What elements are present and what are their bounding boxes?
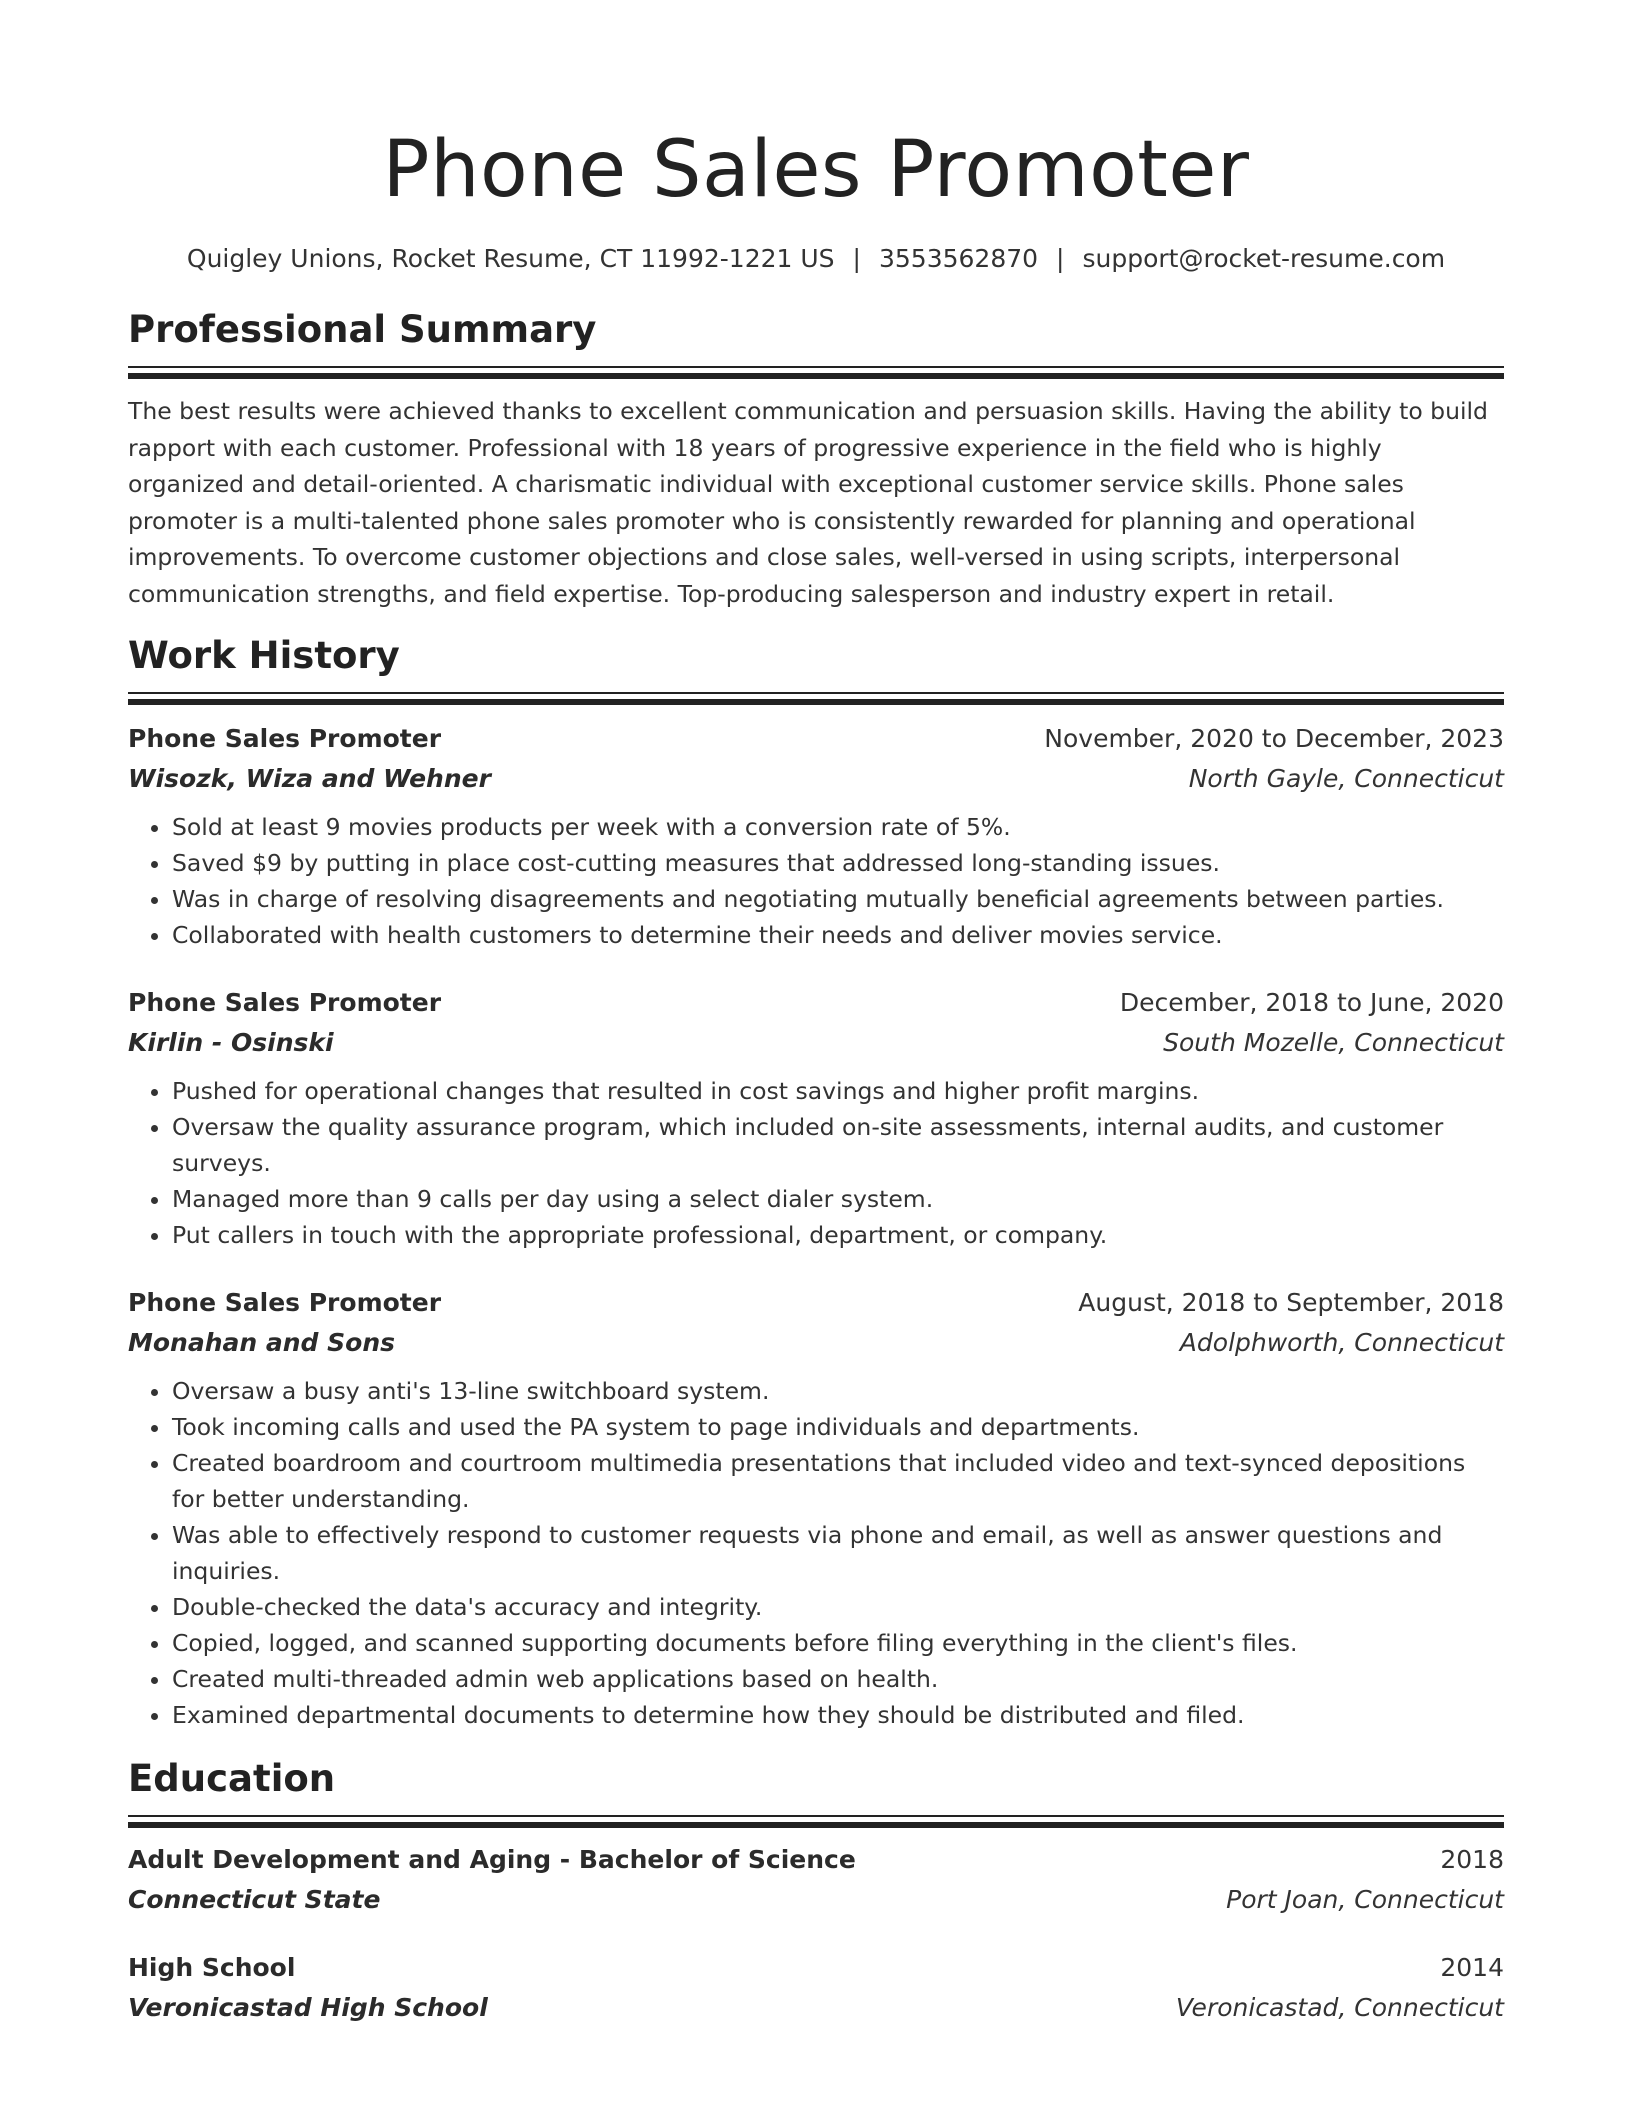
resume-page	[128, 0, 1504, 2028]
job-bullet: • Managed more than 9 calls per day using a select dialer system.	[172, 1181, 1504, 1217]
job-bullet: • Sold at least 9 movies products per week with a conversion rate of 5%.	[172, 809, 1504, 845]
contact-email: support@rocket-resume.com	[1082, 244, 1446, 273]
education-entry	[128, 1948, 1504, 2028]
education-degree: High School	[128, 1953, 296, 1982]
education-year: 2014	[1440, 1953, 1504, 1982]
job-bullets	[128, 809, 1504, 953]
section-rule-thin	[128, 1815, 1504, 1817]
job-title: Phone Sales Promoter	[128, 1288, 442, 1317]
job-bullet: • Saved $9 by putting in place cost-cutting measures that addressed long-standing issues.	[172, 845, 1504, 881]
job-bullet: • Oversaw a busy anti's 13-line switchboard system.	[172, 1373, 1504, 1409]
job-entry	[128, 1283, 1504, 1733]
job-company: Kirlin - Osinski	[128, 1028, 334, 1057]
job-title: Phone Sales Promoter	[128, 988, 442, 1017]
job-bullets	[128, 1373, 1504, 1733]
job-company: Monahan and Sons	[128, 1328, 396, 1357]
job-bullet: • Put callers in touch with the appropriate professional, department, or company.	[172, 1217, 1504, 1253]
education-year: 2018	[1440, 1845, 1504, 1874]
job-entry	[128, 719, 1504, 953]
job-location: Adolphworth, Connecticut	[1179, 1328, 1504, 1357]
job-company: Wisozk, Wiza and Wehner	[128, 764, 491, 793]
education-location: Veronicastad, Connecticut	[1175, 1993, 1504, 2022]
education-location: Port Joan, Connecticut	[1226, 1885, 1504, 1914]
job-dates: December, 2018 to June, 2020	[1119, 988, 1504, 1017]
job-location: North Gayle, Connecticut	[1188, 764, 1504, 793]
contact-separator: |	[852, 244, 861, 273]
education-entry	[128, 1840, 1504, 1920]
job-bullet: • Copied, logged, and scanned supporting documents before filing everything in the client's files.	[172, 1625, 1504, 1661]
summary-heading: Professional Summary	[128, 308, 597, 351]
job-bullet: • Oversaw the quality assurance program, which included on-site assessments, internal audits, and customer surveys.	[172, 1109, 1504, 1181]
education-heading: Education	[128, 1757, 336, 1800]
resume-name: Phone Sales Promoter	[382, 125, 1250, 215]
section-rule-thick	[128, 373, 1504, 379]
job-bullet: • Examined departmental documents to determine how they should be distributed and filed.	[172, 1697, 1504, 1733]
section-rule-thin	[128, 692, 1504, 694]
job-bullet: • Was able to effectively respond to customer requests via phone and email, as well as answer questions and inquiries.	[172, 1517, 1504, 1589]
section-rule-thin	[128, 366, 1504, 368]
job-bullet: • Collaborated with health customers to determine their needs and deliver movies service.	[172, 917, 1504, 953]
job-title: Phone Sales Promoter	[128, 724, 442, 753]
job-dates: August, 2018 to September, 2018	[1078, 1288, 1504, 1317]
summary-text: The best results were achieved thanks to excellent communication and persuasion skills. Having the ability to build rapport with each customer. Professional with 18 years of progressive experience in the field who is highly organized and detail-oriented. A charismatic individual with exceptional customer service skills. Phone sales promoter is a multi-talented phone sales promoter who is consistently rewarded for planning and operational improvements. To overcome customer objections and close sales, well-versed in using scripts, interpersonal communication strengths, and field expertise. Top-producing salesperson and industry expert in retail.	[128, 397, 1488, 608]
work-section	[128, 632, 1504, 1733]
job-location: South Mozelle, Connecticut	[1163, 1028, 1504, 1057]
job-bullet: • Pushed for operational changes that resulted in cost savings and higher profit margins.	[172, 1073, 1504, 1109]
education-school: Connecticut State	[128, 1885, 381, 1914]
contact-line	[128, 242, 1504, 276]
contact-separator: |	[1056, 244, 1065, 273]
education-school: Veronicastad High School	[128, 1993, 488, 2022]
education-section	[128, 1755, 1504, 2028]
job-dates: November, 2020 to December, 2023	[1044, 724, 1504, 753]
job-bullet: • Created multi-threaded admin web applications based on health.	[172, 1661, 1504, 1697]
job-bullet: • Took incoming calls and used the PA system to page individuals and departments.	[172, 1409, 1504, 1445]
contact-phone: 3553562870	[878, 244, 1039, 273]
job-bullet: • Double-checked the data's accuracy and integrity.	[172, 1589, 1504, 1625]
job-bullets	[128, 1073, 1504, 1253]
work-heading: Work History	[128, 634, 400, 677]
job-bullet: • Created boardroom and courtroom multimedia presentations that included video and text-synced depositions for better understanding.	[172, 1445, 1504, 1517]
section-rule-thick	[128, 699, 1504, 705]
contact-address: Quigley Unions, Rocket Resume, CT 11992-1221 US	[186, 244, 835, 273]
summary-section	[128, 306, 1504, 612]
job-entry	[128, 983, 1504, 1253]
education-degree: Adult Development and Aging - Bachelor of Science	[128, 1845, 856, 1874]
section-rule-thick	[128, 1822, 1504, 1828]
job-bullet: • Was in charge of resolving disagreements and negotiating mutually beneficial agreements between parties.	[172, 881, 1504, 917]
